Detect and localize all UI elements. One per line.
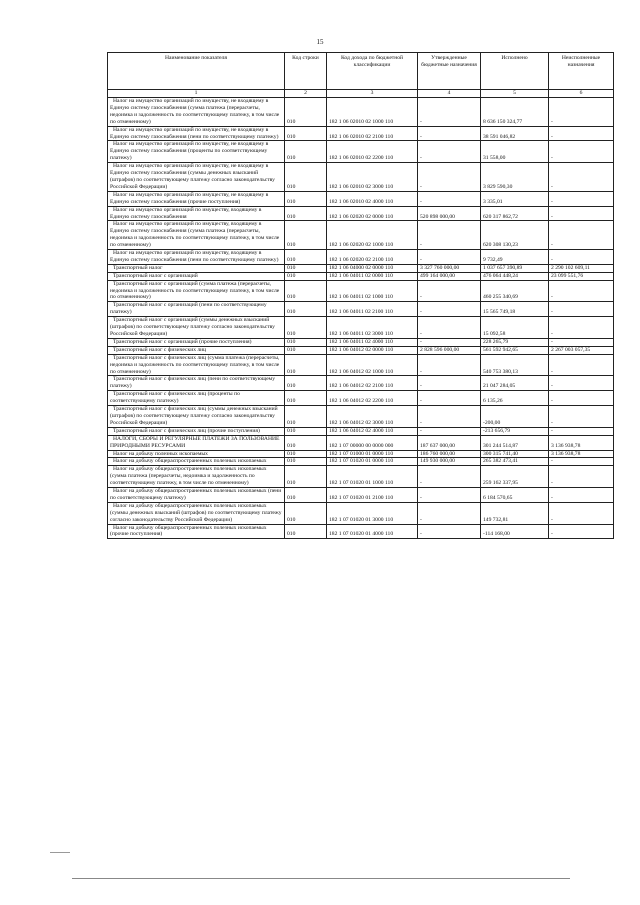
table-row (108, 458, 614, 466)
row-approved: 499 164 000,00 (418, 272, 481, 280)
row-income-code: 182 1 06 04012 02 1000 110 (327, 354, 418, 376)
footer-rule (72, 878, 570, 879)
row-line-code: 010 (285, 280, 327, 302)
row-approved: - (418, 98, 481, 127)
column-header-executed: Исполнено (481, 53, 549, 90)
row-name: Налог на имущество организаций по имуществу, не входящему в Единую систему газоснабжения (суммы денежных взысканий (штрафов) по соответствующему платежу согласно законодательству Российской Федерации) (108, 163, 285, 192)
row-income-code: 182 1 06 04012 02 0000 110 (327, 346, 418, 354)
row-name: Транспортный налог с физических лиц (пени по соответствующему платежу) (108, 376, 285, 391)
row-name: Налог на имущество организаций по имуществу, не входящему в Единую систему газоснабжения (проценты по соответствующему платежу) (108, 141, 285, 163)
table-row (108, 376, 614, 391)
row-unexecuted: 2 290 102 609,11 (549, 264, 614, 272)
row-executed: 6 184 570,65 (481, 488, 549, 503)
table-row (108, 435, 614, 450)
row-line-code: 010 (285, 126, 327, 141)
row-name: Транспортный налог с организаций (суммы денежных взысканий (штрафов) по соответствующему платежу согласно законодательству Российской Федерации) (108, 317, 285, 339)
row-executed: 6 135,26 (481, 391, 549, 406)
column-number: 4 (418, 90, 481, 98)
row-line-code: 010 (285, 466, 327, 488)
row-executed: 3 829 590,30 (481, 163, 549, 192)
row-income-code: 182 1 06 04011 02 3000 110 (327, 317, 418, 339)
row-approved: - (418, 126, 481, 141)
row-approved: - (418, 524, 481, 539)
column-number: 5 (481, 90, 549, 98)
row-executed: 38 591 046,82 (481, 126, 549, 141)
row-unexecuted: - (549, 391, 614, 406)
table-row (108, 466, 614, 488)
row-line-code: 010 (285, 354, 327, 376)
row-name: Налог на добычу общераспространенных полезных ископаемых (пени по соответствующему платежу) (108, 488, 285, 503)
row-name: Транспортный налог с организаций (пени по соответствующему платежу) (108, 302, 285, 317)
row-name: Транспортный налог с физических лиц (проценты по соответствующему платежу) (108, 391, 285, 406)
table-row (108, 272, 614, 280)
row-income-code: 182 1 06 04011 02 0000 110 (327, 272, 418, 280)
row-unexecuted: - (549, 524, 614, 539)
table-body (108, 98, 614, 539)
row-income-code: 182 1 06 04011 02 2100 110 (327, 302, 418, 317)
row-name: Транспортный налог с физических лиц (сумма платежа (перерасчеты, недоимка и задолженность по соответствующему платежу, в том числе по отмененному) (108, 354, 285, 376)
row-unexecuted: - (549, 163, 614, 192)
row-income-code: 182 1 06 02010 02 1000 110 (327, 98, 418, 127)
row-executed: 8 636 150 324,77 (481, 98, 549, 127)
row-name: Налог на имущество организаций по имуществу, входящему в Единую систему газоснабжения (108, 206, 285, 221)
row-income-code: 182 1 06 04012 02 2100 110 (327, 376, 418, 391)
row-executed: 301 244 514,87 (481, 435, 549, 450)
row-unexecuted: 23 099 551,76 (549, 272, 614, 280)
row-approved: 187 637 000,00 (418, 435, 481, 450)
row-name: Налог на добычу общераспространенных полезных ископаемых (сумма платежа (перерасчеты, недоимка и задолженность по соответствующему платежу, в том числе по отмененному) (108, 466, 285, 488)
row-executed: 9 732,49 (481, 250, 549, 265)
row-line-code: 010 (285, 98, 327, 127)
row-income-code: 182 1 07 01000 01 0000 110 (327, 450, 418, 458)
row-unexecuted: - (549, 458, 614, 466)
row-name: Налог на добычу общераспространенных полезных ископаемых (108, 458, 285, 466)
table-row (108, 98, 614, 127)
table-row (108, 317, 614, 339)
row-unexecuted: 3 136 938,78 (549, 435, 614, 450)
row-unexecuted: 2 267 003 057,35 (549, 346, 614, 354)
row-income-code: 182 1 06 02020 02 1000 110 (327, 221, 418, 250)
row-executed: 15 092,58 (481, 317, 549, 339)
row-unexecuted: - (549, 141, 614, 163)
table-row (108, 302, 614, 317)
row-name: Налог на добычу общераспространенных полезных ископаемых (суммы денежных взысканий (штрафов) по соответствующему платежу согласно законодательству Российской Федерации) (108, 502, 285, 524)
table-row (108, 450, 614, 458)
row-executed: 540 753 380,13 (481, 354, 549, 376)
row-name: Налог на добычу полезных ископаемых (108, 450, 285, 458)
table-row (108, 264, 614, 272)
row-line-code: 010 (285, 250, 327, 265)
row-approved: - (418, 163, 481, 192)
row-approved: - (418, 317, 481, 339)
row-name: Налог на имущество организаций по имуществу, входящему в Единую систему газоснабжения (пени по соответствующему платежу) (108, 250, 285, 265)
row-line-code: 010 (285, 502, 327, 524)
row-unexecuted: - (549, 502, 614, 524)
table-row (108, 427, 614, 435)
row-line-code: 010 (285, 406, 327, 428)
table-row (108, 221, 614, 250)
row-approved: 186 760 000,00 (418, 450, 481, 458)
row-line-code: 010 (285, 427, 327, 435)
row-unexecuted: - (549, 126, 614, 141)
row-unexecuted: - (549, 280, 614, 302)
row-line-code: 010 (285, 163, 327, 192)
row-income-code: 182 1 06 04012 02 4000 110 (327, 427, 418, 435)
row-approved: - (418, 141, 481, 163)
row-income-code: 182 1 06 04012 02 3000 110 (327, 406, 418, 428)
row-unexecuted: - (549, 338, 614, 346)
column-number: 1 (108, 90, 285, 98)
row-executed: 561 592 942,65 (481, 346, 549, 354)
table-row (108, 391, 614, 406)
row-executed: 1 037 657 390,89 (481, 264, 549, 272)
table-row (108, 191, 614, 206)
table-row (108, 406, 614, 428)
column-header-line-code: Код строки (285, 53, 327, 90)
row-name: Налог на имущество организаций по имуществу, не входящему в Единую систему газоснабжения (пени по соответствующему платежу) (108, 126, 285, 141)
row-name: Транспортный налог с организаций (прочие поступления) (108, 338, 285, 346)
row-income-code: 182 1 07 01020 01 4000 110 (327, 524, 418, 539)
row-income-code: 182 1 07 00000 00 0000 000 (327, 435, 418, 450)
row-line-code: 010 (285, 141, 327, 163)
row-line-code: 010 (285, 206, 327, 221)
row-income-code: 182 1 06 02020 02 2100 110 (327, 250, 418, 265)
row-approved: 149 930 000,00 (418, 458, 481, 466)
row-unexecuted: - (549, 317, 614, 339)
row-line-code: 010 (285, 221, 327, 250)
row-executed: 265 382 473,41 (481, 458, 549, 466)
row-unexecuted: 3 136 938,78 (549, 450, 614, 458)
column-number-row (108, 90, 614, 98)
row-approved: - (418, 391, 481, 406)
page-number: 15 (316, 38, 324, 46)
column-number: 3 (327, 90, 418, 98)
table-row (108, 280, 614, 302)
row-income-code: 182 1 07 01020 01 2100 110 (327, 488, 418, 503)
row-income-code: 182 1 07 01020 01 0000 110 (327, 458, 418, 466)
row-executed: 21 047 284,05 (481, 376, 549, 391)
row-line-code: 010 (285, 391, 327, 406)
row-line-code: 010 (285, 302, 327, 317)
column-number: 2 (285, 90, 327, 98)
row-unexecuted: - (549, 98, 614, 127)
row-approved: - (418, 280, 481, 302)
row-executed: 460 255 340,69 (481, 280, 549, 302)
row-line-code: 010 (285, 450, 327, 458)
row-approved: - (418, 191, 481, 206)
row-unexecuted: - (549, 302, 614, 317)
row-executed: 3 335,01 (481, 191, 549, 206)
row-executed: -114 168,00 (481, 524, 549, 539)
row-approved: 2 828 596 000,00 (418, 346, 481, 354)
row-line-code: 010 (285, 488, 327, 503)
row-unexecuted: - (549, 221, 614, 250)
row-income-code: 182 1 06 02010 02 4000 110 (327, 191, 418, 206)
row-line-code: 010 (285, 317, 327, 339)
row-name: Налог на добычу общераспространенных полезных ископаемых (прочие поступления) (108, 524, 285, 539)
row-line-code: 010 (285, 272, 327, 280)
row-income-code: 182 1 06 04000 02 0000 110 (327, 264, 418, 272)
row-approved: - (418, 406, 481, 428)
table-row (108, 524, 614, 539)
row-name: Транспортный налог с организаций (108, 272, 285, 280)
row-name: Налог на имущество организаций по имуществу, входящему в Единую систему газоснабжения (сумма платежа (перерасчеты, недоимка и задолженность по соответствующему платежу, в том числе по отмененному) (108, 221, 285, 250)
row-approved: - (418, 488, 481, 503)
row-executed: 15 565 749,18 (481, 302, 549, 317)
table-row (108, 126, 614, 141)
row-approved: - (418, 502, 481, 524)
row-executed: 300 315 741,40 (481, 450, 549, 458)
row-unexecuted: - (549, 206, 614, 221)
row-approved: 3 327 760 000,00 (418, 264, 481, 272)
column-header-name: Наименование показателя (108, 53, 285, 90)
row-name: НАЛОГИ, СБОРЫ И РЕГУЛЯРНЫЕ ПЛАТЕЖИ ЗА ПОЛЬЗОВАНИЕ ПРИРОДНЫМИ РЕСУРСАМИ (108, 435, 285, 450)
row-executed: 228 265,79 (481, 338, 549, 346)
row-name: Налог на имущество организаций по имуществу, не входящему в Единую систему газоснабжения (прочие поступления) (108, 191, 285, 206)
row-approved: - (418, 466, 481, 488)
row-income-code: 182 1 06 02010 02 3000 110 (327, 163, 418, 192)
table-row (108, 488, 614, 503)
row-line-code: 010 (285, 346, 327, 354)
row-executed: -213 656,79 (481, 427, 549, 435)
row-approved: - (418, 221, 481, 250)
row-unexecuted: - (549, 466, 614, 488)
table-row (108, 206, 614, 221)
column-header-approved: Утвержденные бюджетные назначения (418, 53, 481, 90)
row-income-code: 182 1 06 02010 02 2200 110 (327, 141, 418, 163)
row-approved: - (418, 376, 481, 391)
row-name: Налог на имущество организаций по имуществу, не входящему в Единую систему газоснабжения (сумма платежа (перерасчеты, недоимка и задолженность по соответствующему платежу, в том числе по отмененному) (108, 98, 285, 127)
row-income-code: 182 1 06 04011 02 1000 110 (327, 280, 418, 302)
row-executed: 149 732,81 (481, 502, 549, 524)
row-executed: 476 064 448,24 (481, 272, 549, 280)
row-executed: 620 317 862,72 (481, 206, 549, 221)
row-approved: - (418, 427, 481, 435)
table-row (108, 502, 614, 524)
table-header-row (108, 53, 614, 90)
row-unexecuted: - (549, 376, 614, 391)
row-line-code: 010 (285, 338, 327, 346)
row-approved: - (418, 354, 481, 376)
row-executed: 259 162 337,95 (481, 466, 549, 488)
row-unexecuted: - (549, 406, 614, 428)
row-line-code: 010 (285, 264, 327, 272)
table-row (108, 354, 614, 376)
row-name: Транспортный налог с организаций (сумма платежа (перерасчеты, недоимка и задолженность по соответствующему платежу, в том числе по отмененному) (108, 280, 285, 302)
row-line-code: 010 (285, 458, 327, 466)
row-executed: -200,00 (481, 406, 549, 428)
row-line-code: 010 (285, 376, 327, 391)
row-line-code: 010 (285, 524, 327, 539)
row-name: Транспортный налог с физических лиц (108, 346, 285, 354)
row-approved: - (418, 338, 481, 346)
row-line-code: 010 (285, 191, 327, 206)
margin-mark (50, 852, 70, 853)
table-row (108, 250, 614, 265)
column-header-income-code: Код дохода по бюджетной классификации (327, 53, 418, 90)
row-income-code: 182 1 06 04012 02 2200 110 (327, 391, 418, 406)
row-name: Транспортный налог с физических лиц (суммы денежных взысканий (штрафов) по соответствующему платежу согласно законодательству Российской Федерации) (108, 406, 285, 428)
row-executed: 620 308 130,23 (481, 221, 549, 250)
table-row (108, 141, 614, 163)
table-row (108, 346, 614, 354)
row-income-code: 182 1 06 02020 02 0000 110 (327, 206, 418, 221)
row-unexecuted: - (549, 191, 614, 206)
row-executed: 31 558,00 (481, 141, 549, 163)
table-row (108, 163, 614, 192)
row-unexecuted: - (549, 488, 614, 503)
column-number: 6 (549, 90, 614, 98)
row-income-code: 182 1 07 01020 01 1000 110 (327, 466, 418, 488)
row-income-code: 182 1 06 02010 02 2100 110 (327, 126, 418, 141)
column-header-unexecuted: Неисполненные назначения (549, 53, 614, 90)
table-row (108, 338, 614, 346)
row-unexecuted: - (549, 354, 614, 376)
row-unexecuted: - (549, 427, 614, 435)
row-income-code: 182 1 07 01020 01 3000 110 (327, 502, 418, 524)
row-approved: 520 898 000,00 (418, 206, 481, 221)
row-line-code: 010 (285, 435, 327, 450)
row-unexecuted: - (549, 250, 614, 265)
row-income-code: 182 1 06 04011 02 4000 110 (327, 338, 418, 346)
row-name: Транспортный налог (108, 264, 285, 272)
row-approved: - (418, 302, 481, 317)
budget-income-table (107, 52, 614, 539)
row-name: Транспортный налог с физических лиц (прочие поступления) (108, 427, 285, 435)
row-approved: - (418, 250, 481, 265)
